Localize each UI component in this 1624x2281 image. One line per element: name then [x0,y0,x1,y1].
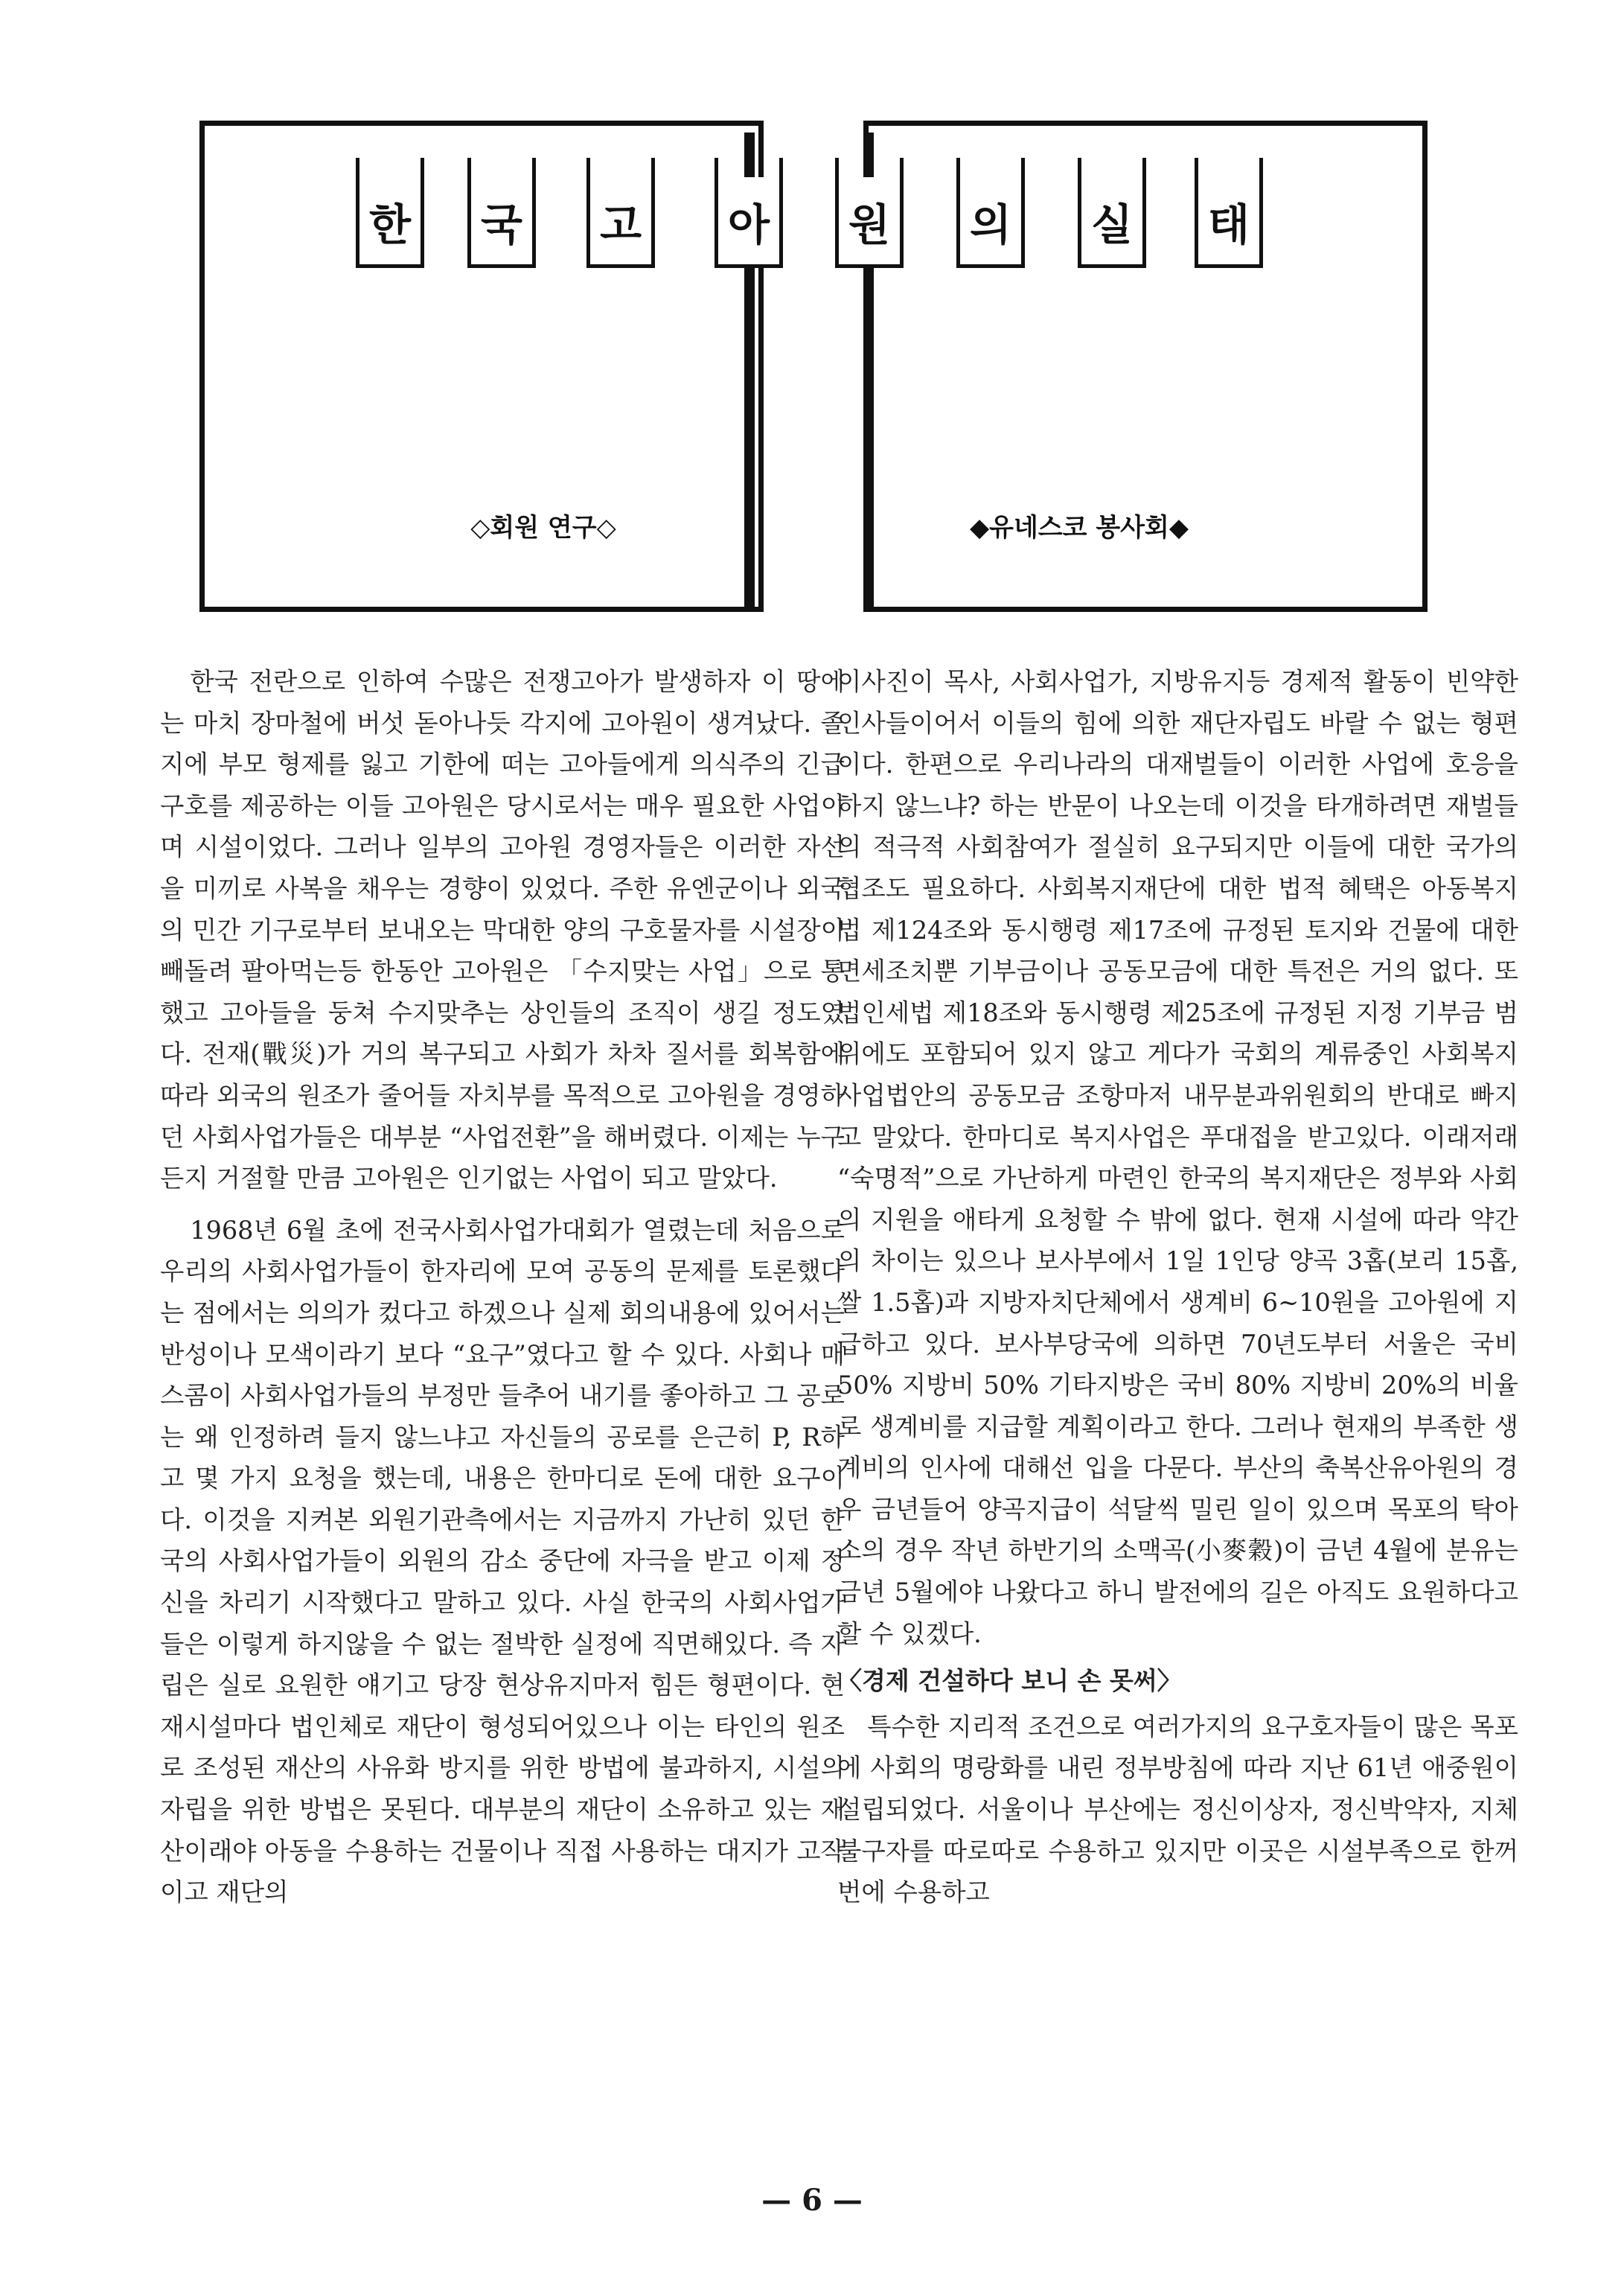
title-char-8: 태 [1195,177,1263,268]
section-badge-member-research: ◇회원 연구◇ [470,512,616,543]
section-badge-unesco: ◆유네스코 봉사회◆ [969,512,1189,543]
right-column [837,661,1518,1913]
title-char-1: 한 [356,177,424,268]
title-char-2: 국 [467,177,536,268]
right-paragraph-2: 특수한 지리적 조건으로 여러가지의 요구호자들이 많은 목포에 사회의 명랑화를 내린 정부방침에 따라 지난 61년 애중원이 설립되었다. 서울이나 부산에는 정신이상자, 정신박약자, 지체불구자를 따로따로 수용하고 있지만 이곳은 시설부족으로 한꺼번에 수용하고 [837,1711,1518,1907]
title-char-7: 실 [1078,177,1146,268]
left-paragraph-2: 1968년 6월 초에 전국사회사업가대회가 열렸는데 처음으로 우리의 사회사업가들이 한자리에 모여 공동의 문제를 토론했다는 점에서는 의의가 컸다고 하겠으나 실제 회의내용에 있어서는 반성이나 모색이라기 보다 “요구”였다고 할 수 있다. 사회나 매스콤이 사회사업가들의 부정만 들추어 내기를 좋아하고 그 공로는 왜 인정하려 들지 않느냐고 자신들의 공로를 은근히 P, R하고 몇 가지 요청을 했는데, 내용은 한마디로 돈에 대한 요구이다. 이것을 지켜본 외원기관측에서는 지금까지 가난히 있던 한국의 사회사업가들이 외원의 감소 중단에 자극을 받고 이제 정신을 차리기 시작했다고 말하고 있다. 사실 한국의 사회사업가들은 이렇게 하지않을 수 없는 절박한 실정에 직면해있다. 즉 자립은 실로 요원한 얘기고 당장 현상유지마저 힘든 형편이다. 현재시설마다 법인체로 재단이 형성되어있으나 이는 타인의 원조로 조성된 재산의 사유화 방지를 위한 방법에 불과하지, 시설의 자립을 위한 방법은 못된다. 대부분의 재단이 소유하고 있는 재산이래야 아동을 수용하는 건물이나 직접 사용하는 대지가 고작이고 재단의 [160,1215,845,1907]
title-char-5: 원 [835,177,904,268]
right-paragraph-1: 이사진이 목사, 사회사업가, 지방유지등 경제적 활동이 빈약한 인사들이어서 이들의 힘에 의한 재단자립도 바랄 수 없는 형편이다. 한편으로 우리나라의 대재벌들이 이러한 사업에 호응을 하지 않느냐? 하는 반문이 나오는데 이것을 타개하려면 재벌들의 적극적 사회참여가 절실히 요구되지만 이들에 대한 국가의 협조도 필요하다. 사회복지재단에 대한 법적 혜택은 아동복지법 제124조와 동시행령 제17조에 규정된 토지와 건물에 대한 면세조치뿐 기부금이나 공동모금에 대한 특전은 거의 없다. 또 법인세법 제18조와 동시행령 제25조에 규정된 지정 기부금 범위에도 포함되어 있지 않고 게다가 국회의 계류중인 사회복지사업법안의 공동모금 조항마저 내무분과위원회의 반대로 빠지고 말았다. 한마디로 복지사업은 푸대접을 받고있다. 이래저래 “숙명적”으로 가난하게 마련인 한국의 복지재단은 정부와 사회의 지원을 애타게 요청할 수 밖에 없다. 현재 시설에 따라 약간의 차이는 있으나 보사부에서 1일 1인당 양곡 3홉(보리 15홉, 쌀 1.5홉)과 지방자치단체에서 생계비 6~10원을 고아원에 지급하고 있다. 보사부당국에 의하면 70년도부터 서울은 국비 50% 지방비 50% 기타지방은 국비 80% 지방비 20%의 비율로 생계비를 지급할 계획이라고 한다. 그러나 현재의 부족한 생계비의 인사에 대해선 입을 다문다. 부산의 축복산유아원의 경우 금년들어 양곡지급이 석달씩 밀린 일이 있으며 목포의 탁아소의 경우 작년 하반기의 소맥곡(小麥穀)이 금년 4월에 분유는 금년 5월에야 나왔다고 하니 발전에의 길은 아직도 요원하다고 할 수 있겠다. [837,667,1518,1648]
section-heading: 〈경제 건설하다 보니 손 못써〉 [837,1666,1182,1696]
left-paragraph-1: 한국 전란으로 인하여 수많은 전쟁고아가 발생하자 이 땅에는 마치 장마철에 버섯 돋아나듯 각지에 고아원이 생겨났다. 졸지에 부모 형제를 잃고 기한에 떠는 고아들에게 의식주의 긴급 구호를 제공하는 이들 고아원은 당시로서는 매우 필요한 사업이며 시설이었다. 그러나 일부의 고아원 경영자들은 이러한 자선을 미끼로 사복을 채우는 경향이 있었다. 주한 유엔군이나 외국의 민간 기구로부터 보내오는 막대한 양의 구호물자를 시설장이 빼돌려 팔아먹는등 한동안 고아원은 「수지맞는 사업」으로 통했고 고아들을 둥쳐 수지맞추는 상인들의 조직이 생길 정도였다. 전재(戰災)가 거의 복구되고 사회가 차차 질서를 회복함에 따라 외국의 원조가 줄어들 자치부를 목적으로 고아원을 경영하던 사회사업가들은 대부분 “사업전환”을 해버렸다. 이제는 누구든지 거절할 만큼 고아원은 인기없는 사업이 되고 말았다. [160,667,845,1193]
page-number: — 6 — [761,2183,863,2218]
title-char-3: 고 [586,177,655,268]
left-column [160,661,845,1913]
title-char-4: 아 [715,177,783,268]
title-char-6: 의 [956,177,1025,268]
